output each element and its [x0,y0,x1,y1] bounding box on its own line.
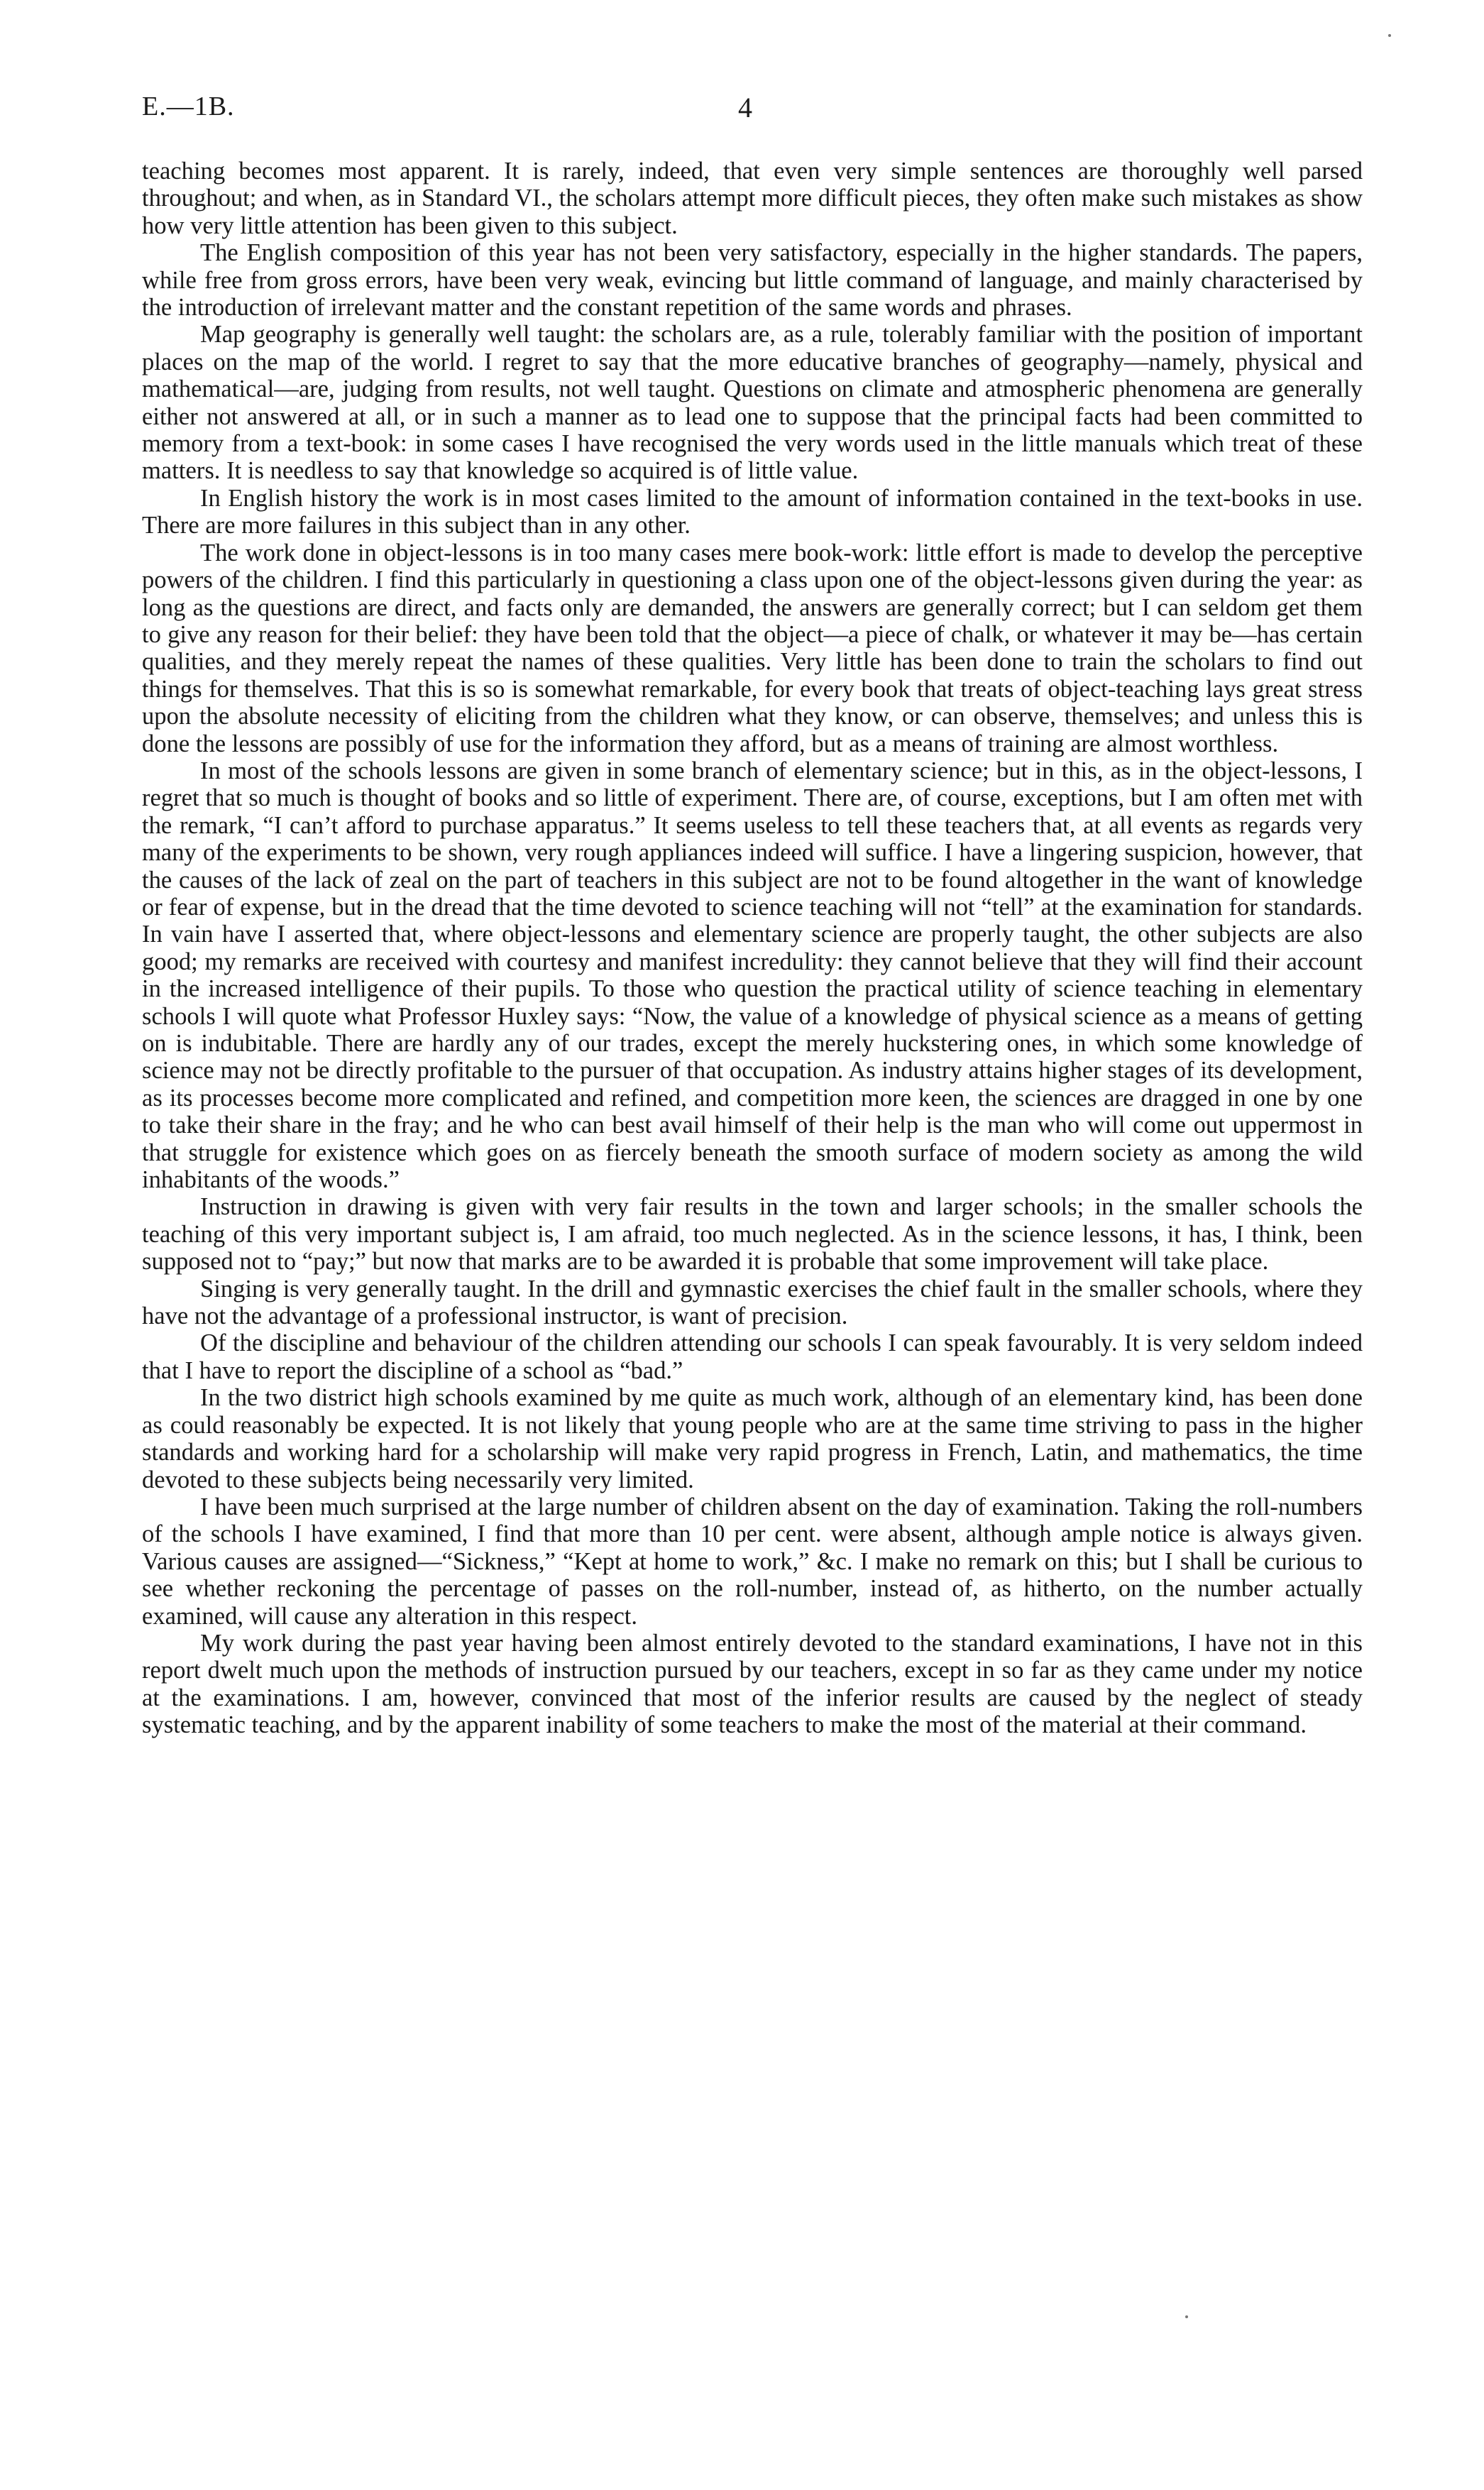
document-reference: E.—1B. [142,92,235,121]
paragraph-english-history: In English history the work is in most cases limited to the amount of information contained in the text-books in use. There are more failures in this subject than in any other. [142,484,1363,539]
paragraph-elementary-science: In most of the schools lessons are given in some branch of elementary science; but in this, as in the object-lessons, I regret that so much is thought of books and so little of experiment. There are, of course, exceptions, but I am often met with the remark, “I can’t afford to purchase apparatus.” It seems useless to tell these teachers that, at all events as regards very many of the experiments to be shown, very rough appliances indeed will suffice. I have a lingering suspicion, however, that the causes of the lack of zeal on the part of teachers in this subject are not to be found altogether in the want of knowledge or fear of expense, but in the dread that the time devoted to science teaching will not “tell” at the examination for standards. In vain have I asserted that, where object-lessons and elementary science are properly taught, the other subjects are also good; my remarks are received with courtesy and manifest incredulity: they cannot believe that they will find their account in the increased intelligence of their pupils. To those who question the practical utility of science teaching in elementary schools I will quote what Professor Huxley says: “Now, the value of a knowledge of physical science as a means of getting on is indubitable. There are hardly any of our trades, except the merely huckstering ones, in which some knowledge of science may not be directly profitable to the pursuer of that occupation. As industry attains higher stages of its development, as its processes become more complicated and refined, and competition more keen, the sciences are dragged in one by one to take their share in the fray; and he who can best avail himself of their help is the man who will come out uppermost in that struggle for existence which goes on as fiercely beneath the smooth surface of modern society as among the wild inhabitants of the woods.” [142,757,1363,1194]
paragraph-english-composition: The English composition of this year has not been very satisfactory, especially in the higher standards. The papers, while free from gross errors, have been very weak, evincing but little command of language, and mainly characterised by the introduction of irrelevant matter and the constant repetition of the same words and phrases. [142,239,1363,322]
paragraph-drawing: Instruction in drawing is given with very fair results in the town and larger schools; in the smaller schools the teaching of this very important subject is, I am afraid, too much neglected. As in the science lessons, it has, I think, been supposed not to “pay;” but now that marks are to be awarded it is probable that some improvement will take place. [142,1193,1363,1276]
paragraph-district-high-schools: In the two district high schools examined by me quite as much work, although of an elementary kind, has been done as could reasonably be expected. It is not likely that young people who are at the same time striving to pass in the higher standards and working hard for a scholarship will make very rapid progress in French, Latin, and mathematics, the time devoted to these subjects being necessarily very limited. [142,1384,1363,1493]
paragraph-conclusion: My work during the past year having been almost entirely devoted to the standard examinations, I have not in this report dwelt much upon the methods of instruction pursued by our teachers, except in so far as they came under my notice at the examinations. I am, however, convinced that most of the inferior results are caused by the neglect of steady systematic teaching, and by the apparent inability of some teachers to make the most of the material at their command. [142,1629,1363,1739]
page-header [142,91,1363,133]
scan-speck [1185,2315,1188,2318]
body-text [142,158,1363,1739]
scan-speck [1388,34,1391,37]
paragraph-object-lessons: The work done in object-lessons is in too many cases mere book-work: little effort is made to develop the perceptive powers of the children. I find this particularly in questioning a class upon one of the object-lessons given during the year: as long as the questions are direct, and facts only are demanded, the answers are generally correct; but I can seldom get them to give any reason for their belief: they have been told that the object—a piece of chalk, or whatever it may be—has certain qualities, and they merely repeat the names of these qualities. Very little has been done to train the scholars to find out things for themselves. That this is so is somewhat remarkable, for every book that treats of object-teaching lays great stress upon the absolute necessity of eliciting from the children what they know, or can observe, themselves; and unless this is done the lessons are possibly of use for the information they afford, but as a means of training are almost worthless. [142,539,1363,757]
paragraph-absences: I have been much surprised at the large number of children absent on the day of examination. Taking the roll-numbers of the schools I have examined, I find that more than 10 per cent. were absent, although ample notice is always given. Various causes are assigned—“Sickness,” “Kept at home to work,” &c. I make no remark on this; but I shall be curious to see whether reckoning the percentage of passes on the roll-number, instead of, as hitherto, on the number actually examined, will cause any alteration in this respect. [142,1493,1363,1630]
paragraph-map-geography: Map geography is generally well taught: the scholars are, as a rule, tolerably familiar with the position of important places on the map of the world. I regret to say that the more educative branches of geography—namely, physical and mathematical—are, judging from results, not well taught. Questions on climate and atmospheric phenomena are generally either not answered at all, or in such a manner as to lead one to suppose that the principal facts had been committed to memory from a text-book: in some cases I have recognised the very words used in the little manuals which treat of these matters. It is needless to say that knowledge so acquired is of little value. [142,321,1363,485]
paragraph-discipline: Of the discipline and behaviour of the children attending our schools I can speak favourably. It is very seldom indeed that I have to report the discipline of a school as “bad.” [142,1329,1363,1384]
paragraph-singing: Singing is very generally taught. In the drill and gymnastic exercises the chief fault in the smaller schools, where they have not the advantage of a professional instructor, is want of precision. [142,1275,1363,1330]
page-number: 4 [738,92,752,124]
paragraph-continued: teaching becomes most apparent. It is rarely, indeed, that even very simple sentences are thoroughly well parsed throughout; and when, as in Standard VI., the scholars attempt more difficult pieces, they often make such mistakes as show how very little attention has been given to this subject. [142,158,1363,239]
